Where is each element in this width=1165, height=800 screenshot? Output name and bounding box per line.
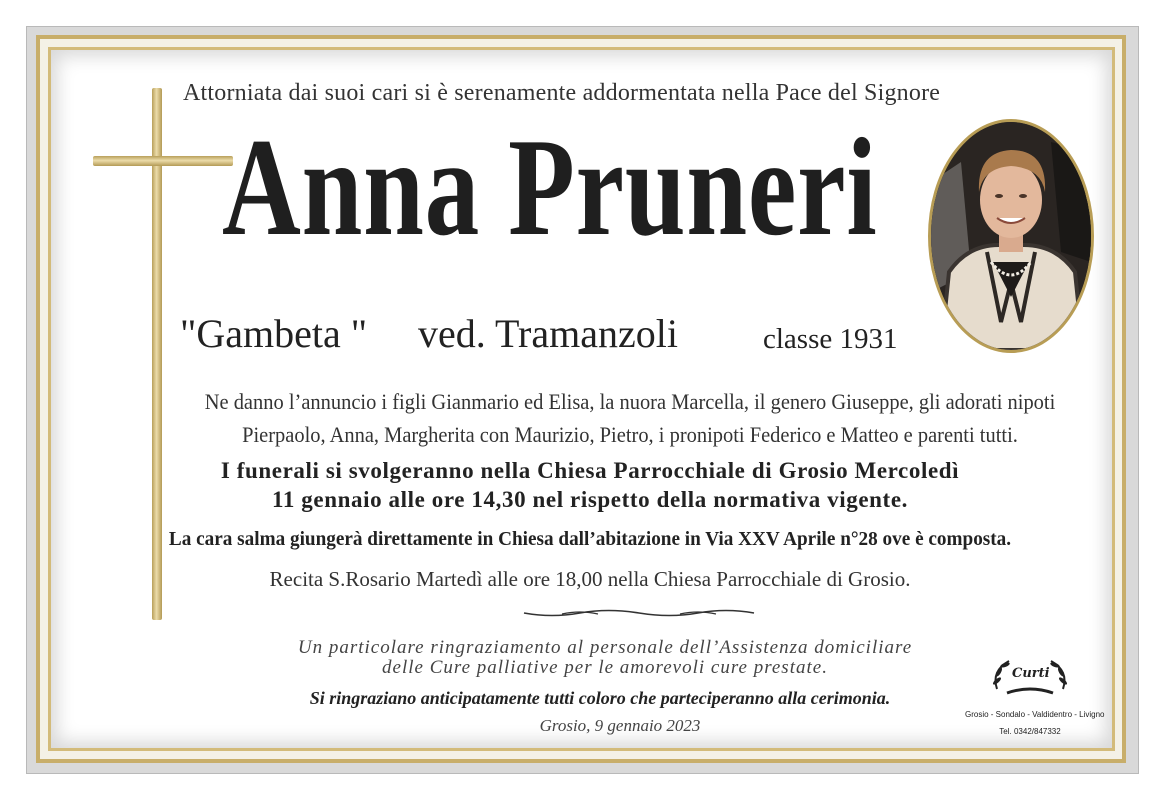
thanks-line-1: Un particolare ringraziamento al personale dell’Assistenza domiciliare [297, 637, 913, 658]
agency-phone: Tel. 0342/847332 [999, 727, 1061, 736]
thanks-all: Si ringraziano anticipatamente tutti coloro che parteciperanno alla cerimonia. [309, 688, 891, 708]
nickname: "Gambeta " [180, 311, 368, 356]
announcement-text: Ne danno l’annuncio i figli Gianmario ed Elisa, la nuora Marcella, il genero Giuseppe, gli adorati nipoti Pierpaolo, Anna, Margherita con Maurizio, Pietro, i pronipoti Federico e Matteo e parenti tutti. [204, 389, 1056, 447]
funeral-info [150, 456, 1030, 514]
thanks-line-2: delle Cure palliative per le amorevoli cure prestate. [382, 657, 828, 678]
cross-arm [93, 156, 233, 166]
rosary-info: Recita S.Rosario Martedì alle ore 18,00 nella Chiesa Parrocchiale di Grosio. [269, 567, 911, 591]
agency-towns: Grosio - Sondalo - Valdidentro - Livigno [965, 710, 1105, 719]
funeral-line-1: I funerali si svolgeranno nella Chiesa Parrocchiale di Grosio Mercoledì [220, 458, 960, 483]
portrait-photo [928, 119, 1094, 353]
thanks-paragraph [200, 638, 1010, 678]
widow-of: ved. Tramanzoli [418, 311, 678, 356]
birth-year: classe 1931 [763, 323, 898, 355]
cross-icon [152, 88, 162, 620]
funeral-agency-logo [965, 655, 1105, 745]
salma-info: La cara salma giungerà direttamente in Chiesa dall’abitazione in Via XXV Aprile n°28 ove è composta. [168, 528, 1012, 550]
ornament-divider-icon [522, 607, 756, 619]
deceased-name: Anna Pruneri [222, 110, 878, 265]
place-date: Grosio, 9 gennaio 2023 [539, 716, 701, 735]
opening-line: Attorniata dai suoi cari si è serenamente addormentata nella Pace del Signore [183, 80, 941, 106]
agency-logo-text: Curti [1012, 666, 1050, 681]
funeral-line-2: 11 gennaio alle ore 14,30 nel rispetto della normativa vigente. [272, 487, 908, 512]
